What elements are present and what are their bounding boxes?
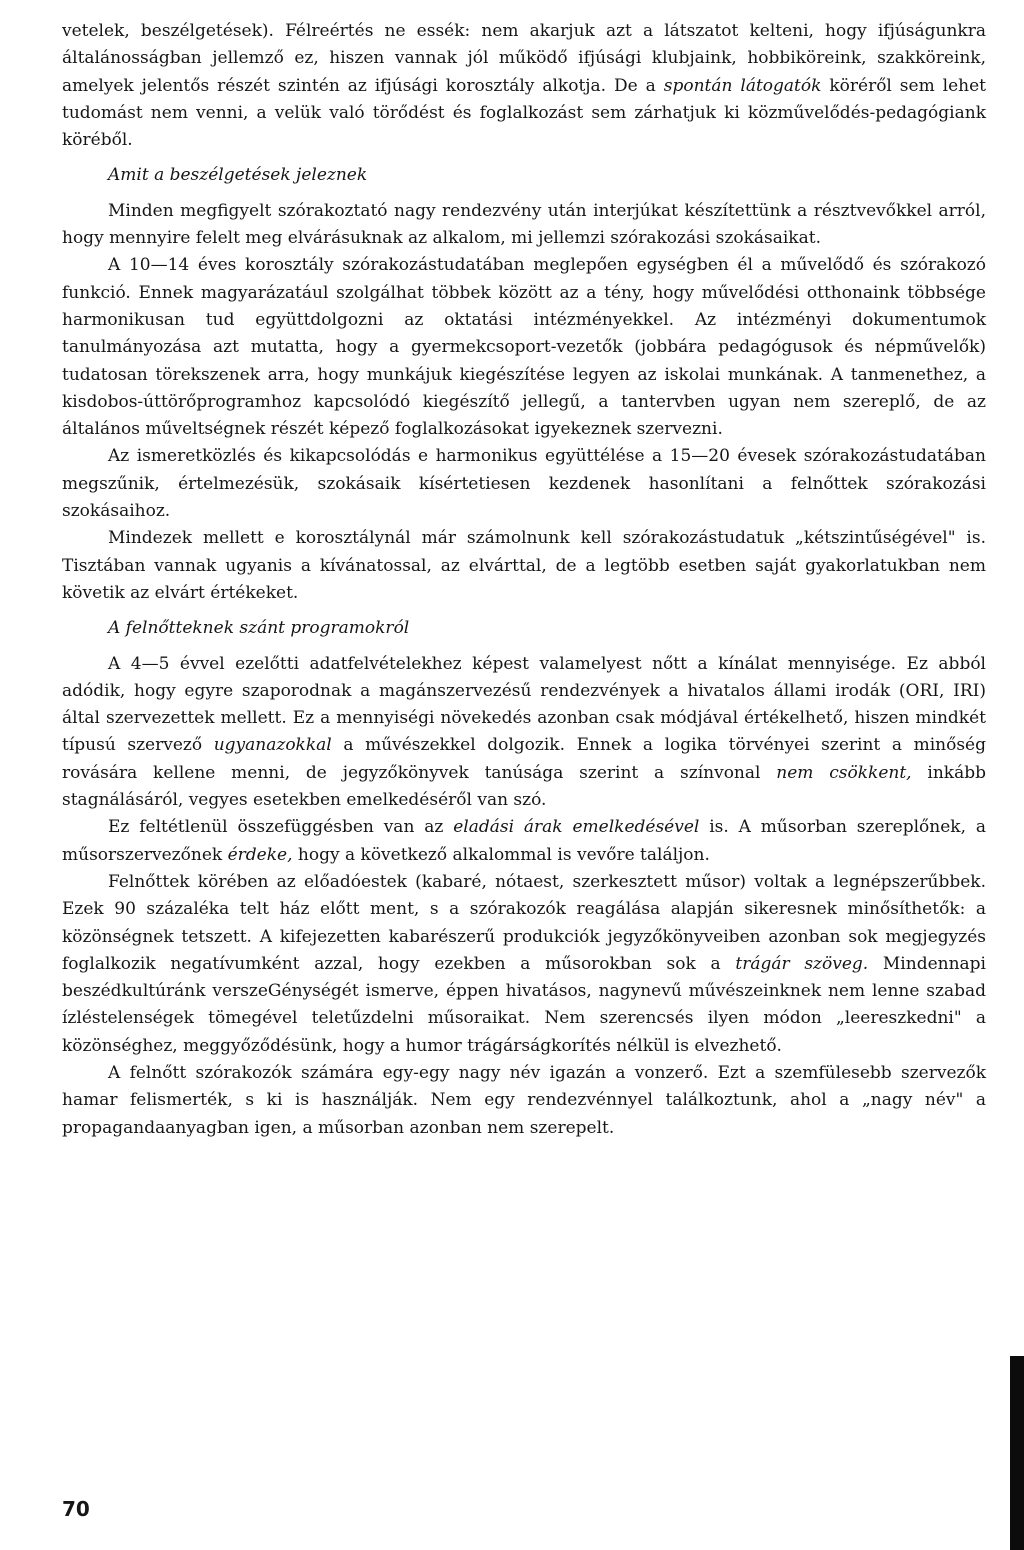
body-paragraph <box>62 443 986 525</box>
text-run: Minden megfigyelt szórakoztató nagy rendezvény után interjúkat készítettünk a résztvevőkkel arról, hogy mennyire felelt meg elvárásuknak az alkalom, mi jellemzi szórakozási szokásaikat. <box>62 200 986 249</box>
italic-emphasis: nem csökkent, <box>776 762 912 783</box>
body-paragraph <box>62 869 986 1060</box>
text-run: Ez feltétlenül összefüggésben van az <box>108 817 454 838</box>
section-heading: Amit a beszélgetések jeleznek <box>108 165 368 186</box>
italic-emphasis: spontán látogatók <box>663 75 822 96</box>
italic-emphasis: érdeke, <box>227 844 293 865</box>
section-heading: A felnőtteknek szánt programokról <box>108 618 410 639</box>
italic-emphasis: trágár szöveg. <box>735 953 869 974</box>
body-paragraph <box>62 252 986 443</box>
body-paragraph <box>62 1060 986 1142</box>
text-run: Az ismeretközlés és kikapcsolódás e harmonikus együttélése a 15—20 évesek szórakozástudatában megszűnik, értelmezésük, szokásaik kísértetiesen kezdenek hasonlítani a felnőttek szórakozási szokásaihoz. <box>62 446 986 522</box>
body-paragraph <box>62 814 986 869</box>
text-run: Mindennapi beszédkultúránk verszeGénységét ismerve, éppen hivatásos, nagynevű művészeinknek nem lenne szabad ízléstelenségek tömegével teletűzdelni műsoraikat. Nem szerencsés ilyen módon „leereszkedni" a közönséghez, meggyőződésünk, hogy a humor trágárságkorítés nélkül is elvezhető. <box>62 953 986 1056</box>
body-paragraph <box>62 651 986 815</box>
text-run: vetelek, beszélgetések). Félreértés ne essék: nem akarjuk azt a látszatot kelteni, hogy ifjúságunkra általánosságban jellemző ez, hiszen vannak jól működő ifjúsági klubjaink, hobbiköreink, szakköreink, amelyek jelentős részét szintén az ifjúsági korosztály alkotja. De a <box>62 21 986 96</box>
body-paragraph <box>62 18 986 154</box>
italic-emphasis: eladási árak emelkedésével <box>453 817 700 838</box>
italic-emphasis: ugyanazokkal <box>213 735 332 756</box>
body-paragraph <box>62 198 986 253</box>
text-run: inkább stagnálásáról, vegyes esetekben emelkedéséről van szó. <box>62 762 986 811</box>
text-run: A felnőtt szórakozók számára egy-egy nagy név igazán a vonzerő. Ezt a szemfülesebb szervezők hamar felismerték, s ki is használják. Nem egy rendezvénnyel találkoztunk, ahol a „nagy név" a propagandaanyagban igen, a műsorban azonban nem szerepelt. <box>62 1062 986 1138</box>
text-run: Felnőttek körében az előadóestek (kabaré, nótaest, szerkesztett műsor) voltak a legnépszerűbbek. Ezek 90 százaléka telt ház előtt ment, s a szórakozók reagálása alapján sikeresnek minősíthetők: a közönségnek tetszett. A kifejezetten kabarészerű produkciók jegyzőkönyveiben azonban sok megjegyzés foglalkozik negatívumként azzal, hogy ezekben a műsorokban sok a <box>62 871 986 974</box>
scan-edge-artifact <box>1010 1356 1024 1550</box>
text-run: a művészekkel dolgozik. Ennek a logika törvényei szerint a minőség rovására kellene menni, de jegyzőkönyvek tanúsága szerint a színvonal <box>62 735 986 783</box>
text-run: is. A műsorban szereplőnek, a műsorszervezőnek <box>62 817 986 865</box>
text-run: A 10—14 éves korosztály szórakozástudatában meglepően egységben él a művelődő és szórakozó funkció. Ennek magyarázatául szolgálhat többek között az a tény, hogy művelődési otthonaink többsége harmonikusan tud együttdolgozni az oktatási intézményekkel. Az intézményi dokumentumok tanulmányozása azt mutatta, hogy a gyermekcsoport-vezetők (jobbára pedagógusok és népművelők) tudatosan törekszenek arra, hogy munkájuk kiegészítése legyen az iskolai munkának. A tanmenethez, a kisdobos-úttörőprogramhoz kapcsolódó kiegészítő jellegű, a tantervben ugyan nem szereplő, de az általános műveltségnek részét képező foglalkozásokat igyekeznek szervezni. <box>62 255 986 440</box>
text-run: A 4—5 évvel ezelőtti adatfelvételekhez képest valamelyest nőtt a kínálat mennyisége. Ez abból adódik, hogy egyre szaporodnak a magánszervezésű rendezvények a hivatalos állami irodák (ORI, IRI) által szervezettek mellett. Ez a mennyiségi növekedés azonban csak módjával értékelhető, hiszen mindkét típusú szervező <box>62 653 986 756</box>
text-run: köréről sem lehet tudomást nem venni, a velük való törődést és foglalkozást sem zárhatjuk ki közművelődés-pedagógiank köréből. <box>62 75 986 151</box>
text-run: hogy a következő alkalommal is vevőre találjon. <box>292 844 710 865</box>
text-run: Mindezek mellett e korosztálynál már számolnunk kell szórakozástudatuk „kétszintűségével" is. Tisztában vannak ugyanis a kívánatossal, az elvárttal, de a legtöbb esetben saját gyakorlatukban nem követik az elvárt értékeket. <box>62 528 986 603</box>
body-text-column <box>62 18 986 1142</box>
body-paragraph <box>62 525 986 607</box>
page-number: 70 <box>62 1497 90 1521</box>
